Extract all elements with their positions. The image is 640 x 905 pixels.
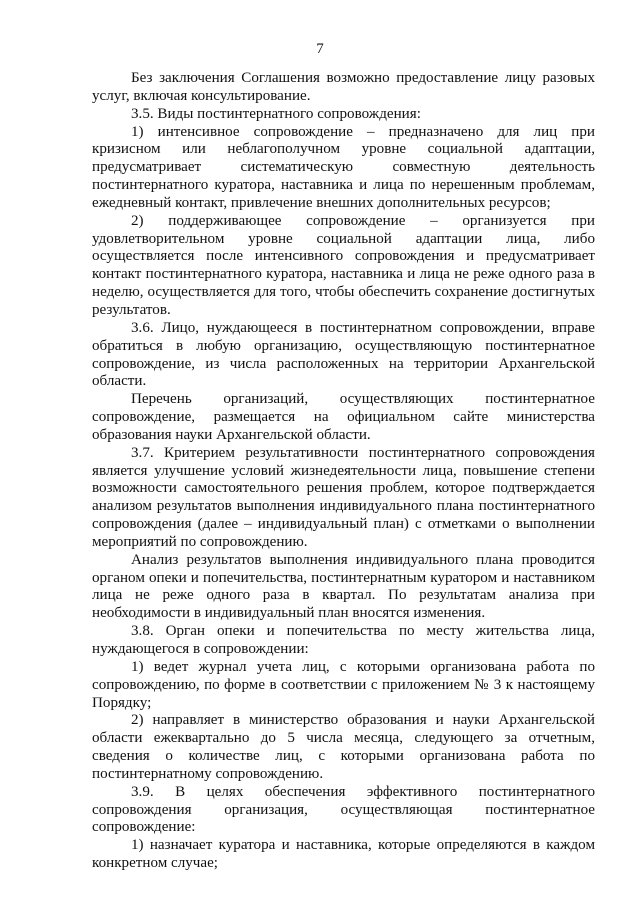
paragraph-3-5-heading: 3.5. Виды постинтернатного сопровождения: [131,105,421,122]
paragraph-3-7: 3.7. Критерием результативности постинтернатного сопровождения является улучшение условий жизнедеятельности лица, повышение степени возможности самостоятельного решения проблем, которое подтверждается анализом результатов выполнения индивидуального плана постинтернатного сопровождения (далее – индивидуальный план) с отметками о выполнении мероприятий по сопровождению. [92,444,595,550]
paragraph-3-8-item-2: 2) направляет в министерство образования и науки Архангельской области ежеквартально до 5 числа месяца, следующего за отчетным, сведения о количестве лиц, с которыми организована работа по постинтернатному сопровождению. [92,712,595,782]
paragraph-plan-analysis: Анализ результатов выполнения индивидуального плана проводится органом опеки и попечительства, постинтернатным куратором и наставником лица не реже одного раза в квартал. По результатам анализа при необходимости в индивидуальный план вносятся изменения. [92,551,595,622]
paragraph-3-9-heading: 3.9. В целях обеспечения эффективного постинтернатного сопровождения организация, осуществляющая постинтернатное сопровождение: [92,783,595,836]
paragraph-3-5-item-2: 2) поддерживающее сопровождение – организуется при удовлетворительном уровне социальной адаптации лица, либо осуществляется после интенсивного сопровождения и предусматривает контакт постинтернатного куратора, наставника и лица не реже одного раза в неделю, осуществляется для того, чтобы обеспечить сохранение достигнутых результатов. [92,212,595,318]
paragraph-organizations-list: Перечень организаций, осуществляющих постинтернатное сопровождение, размещается на официальном сайте министерства образования науки Архангельской области. [92,391,595,443]
document-body [92,70,595,873]
page-number: 7 [316,41,324,57]
paragraph-3-6: 3.6. Лицо, нуждающееся в постинтернатном сопровождении, вправе обратиться в любую организацию, осуществляющую постинтернатное сопровождение, из числа расположенных на территории Архангельской области. [92,319,595,390]
paragraph-3-9-item-1: 1) назначает куратора и наставника, которые определяются в каждом конкретном случае; [92,837,595,872]
paragraph-3-5-item-1: 1) интенсивное сопровождение – предназначено для лиц при кризисном или неблагополучном уровне социальной адаптации, предусматривает систематическую совместную деятельность постинтернатного куратора, наставника и лица по нерешенным проблемам, ежедневный контакт, привлечение внешних дополнительных ресурсов; [92,123,595,211]
paragraph-consultation: Без заключения Соглашения возможно предоставление лицу разовых услуг, включая консультирование. [92,70,595,104]
paragraph-3-8-heading: 3.8. Орган опеки и попечительства по месту жительства лица, нуждающегося в сопровождении: [92,623,595,657]
paragraph-3-8-item-1: 1) ведет журнал учета лиц, с которыми организована работа по сопровождению, по форме в соответствии с приложением № 3 к настоящему Порядку; [92,658,595,711]
